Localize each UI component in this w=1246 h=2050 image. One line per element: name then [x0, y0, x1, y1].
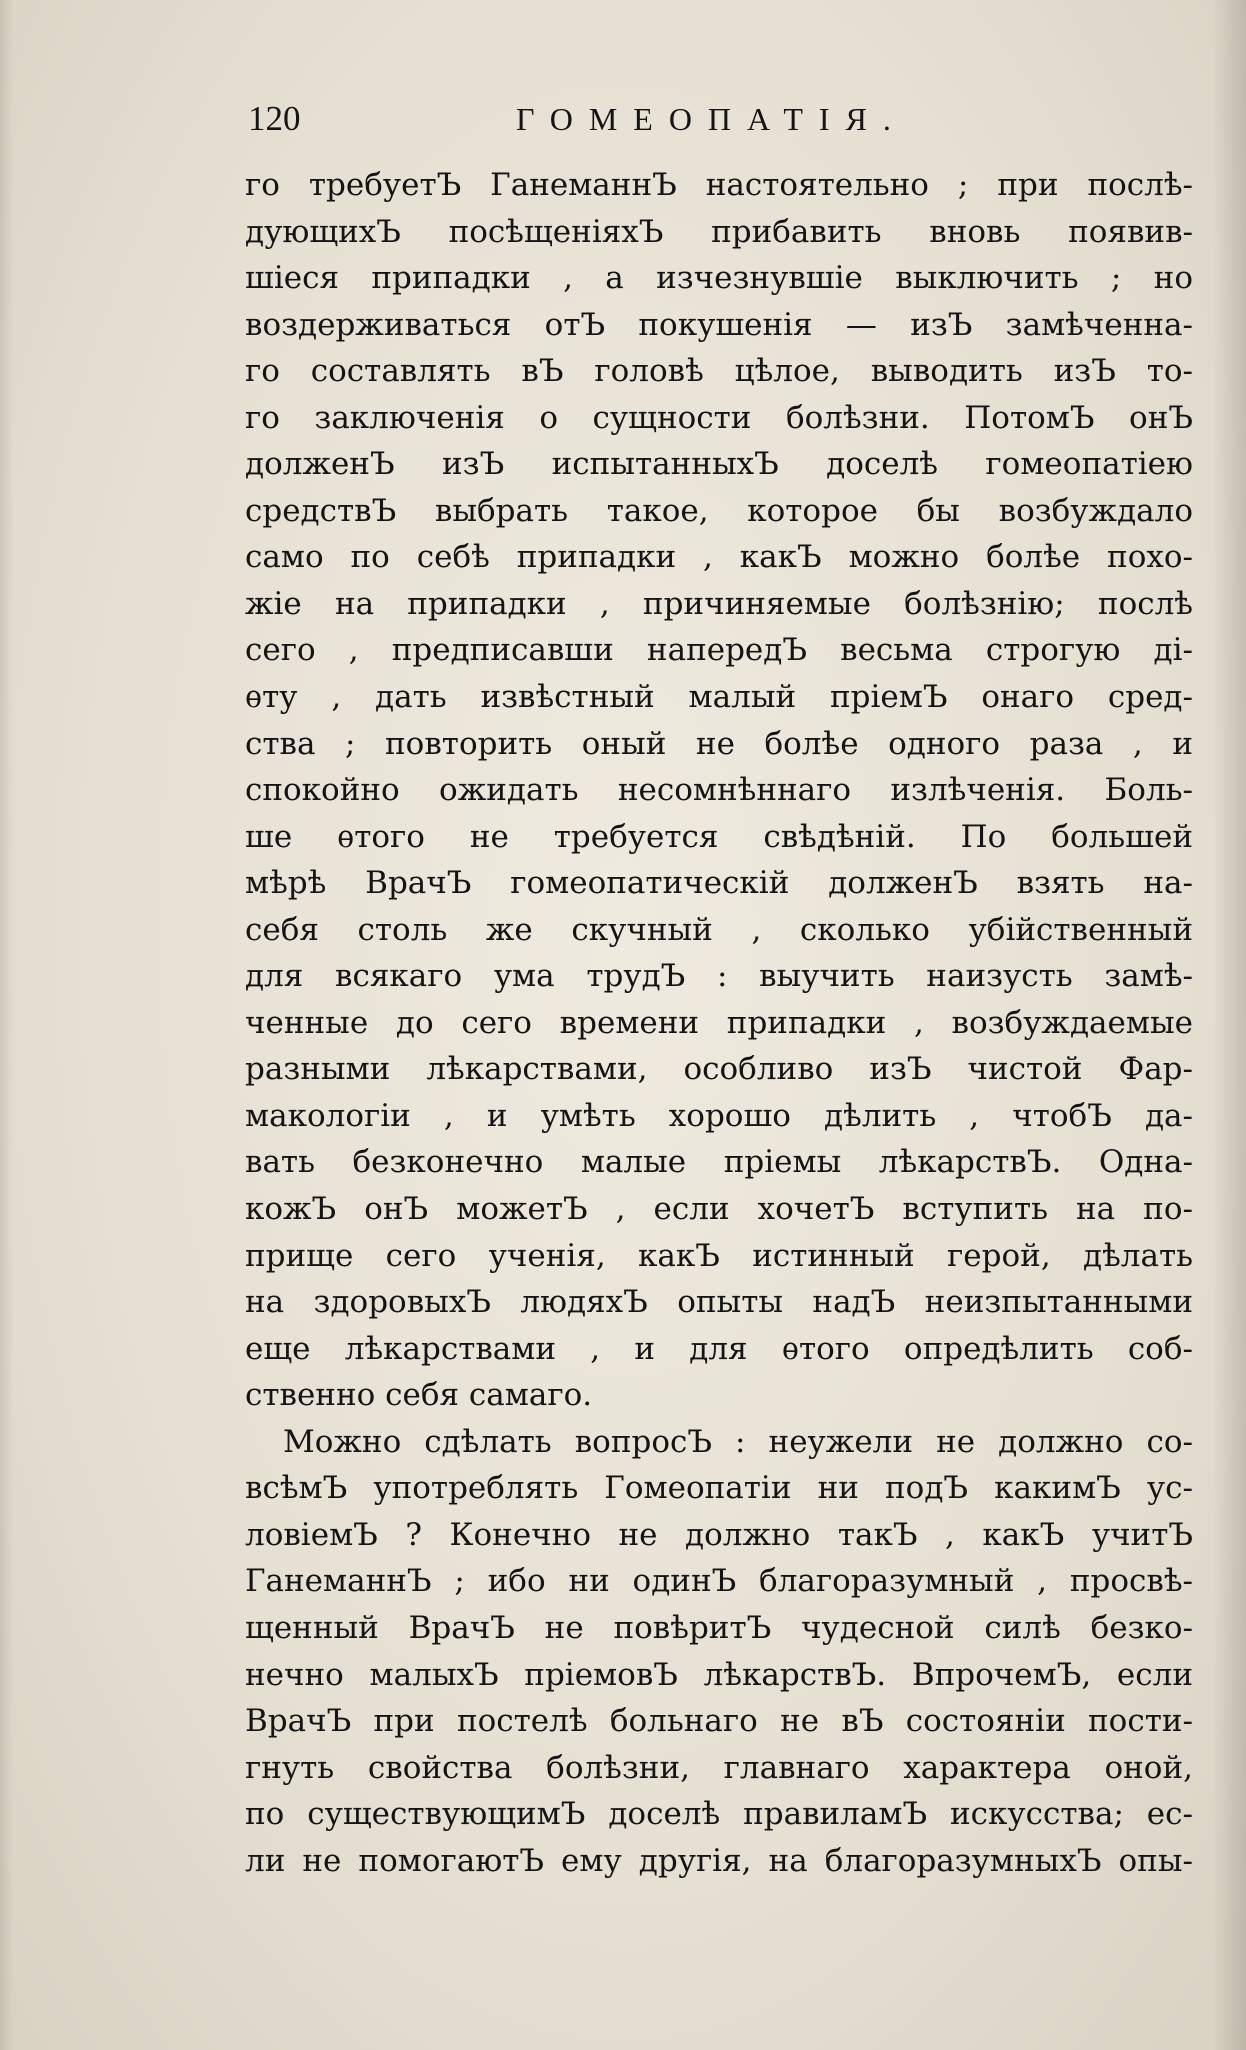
text-line: мѣрѣ ВрачЪ гомеопатическій долженЪ взять на-: [245, 865, 1193, 902]
text-line: ВрачЪ при постелѣ больнаго не вЪ состояніи пости-: [245, 1703, 1193, 1740]
page-right-shadow: [1212, 0, 1246, 2050]
text-line: себя столь же скучный , сколько убійственный: [245, 911, 1193, 948]
text-line: ѳту , дать извѣстный малый пріемЪ онаго сред-: [245, 679, 1193, 716]
text-line: го заключенія о сущности болѣзни. ПотомЪ онЪ: [245, 399, 1193, 436]
text-line: само по себѣ припадки , какЪ можно болѣе похо-: [245, 539, 1193, 576]
text-line-paragraph-start: Можно сдѣлать вопросЪ : неужели не должно со-: [283, 1423, 1193, 1460]
body-text: [245, 162, 1193, 1982]
page-left-shadow: [0, 0, 14, 2050]
running-title: ГОМЕОПАТІЯ.: [516, 101, 907, 137]
text-line: еще лѣкарствами , и для ѳтого опредѣлить соб-: [245, 1330, 1193, 1367]
text-line: жіе на припадки , причиняемые болѣзнію; послѣ: [245, 585, 1193, 622]
text-line: ства ; повторить оный не болѣе одного раза , и: [245, 725, 1193, 762]
text-line: долженЪ изЪ испытанныхЪ доселѣ гомеопатіею: [245, 446, 1193, 483]
text-line: средствЪ выбрать такое, которое бы возбуждало: [245, 492, 1193, 529]
text-line: нечно малыхЪ пріемовЪ лѣкарствЪ. ВпрочемЪ, если: [245, 1656, 1193, 1693]
text-line: разными лѣкарствами, особливо изЪ чистой Фар-: [245, 1051, 1193, 1088]
text-line: го составлять вЪ головѣ цѣлое, выводить изЪ то-: [245, 353, 1193, 390]
text-line-paragraph-end: ственно себя самаго.: [245, 1377, 593, 1414]
text-line: гнуть свойства болѣзни, главнаго характера оной,: [245, 1749, 1193, 1786]
text-line: макологіи , и умѣть хорошо дѣлить , чтобЪ да-: [245, 1097, 1193, 1134]
page-header: [248, 96, 1190, 146]
text-line: щенный ВрачЪ не повѣритЪ чудесной силѣ безко-: [245, 1609, 1193, 1646]
text-line: ГанеманнЪ ; ибо ни одинЪ благоразумный , просвѣ-: [245, 1563, 1193, 1600]
text-line: спокойно ожидать несомнѣннаго излѣченія. Боль-: [245, 772, 1193, 809]
text-line: для всякаго ума трудЪ : выучить наизусть замѣ-: [245, 958, 1193, 995]
text-line: ли не помогаютЪ ему другія, на благоразумныхЪ опы-: [245, 1842, 1193, 1879]
text-line: прище сего ученія, какЪ истинный герой, дѣлать: [245, 1237, 1193, 1274]
text-line: ше ѳтого не требуется свѣдѣній. По большей: [245, 818, 1193, 855]
text-line: всѣмЪ употреблять Гомеопатіи ни подЪ какимЪ ус-: [245, 1470, 1193, 1507]
text-line: ловіемЪ ? Конечно не должно такЪ , какЪ учитЪ: [245, 1516, 1193, 1553]
text-line: ченные до сего времени припадки , возбуждаемые: [245, 1004, 1193, 1041]
text-line: воздерживаться отЪ покушенія — изЪ замѣченна-: [245, 306, 1193, 343]
text-line: сего , предписавши напередЪ весьма строгую ді-: [245, 632, 1193, 669]
text-line: дующихЪ посѣщеніяхЪ прибавить вновь появив-: [245, 213, 1193, 250]
page-number: 120: [248, 99, 301, 138]
text-line: на здоровыхЪ людяхЪ опыты надЪ неизпытанными: [245, 1284, 1193, 1321]
text-line: вать безконечно малые пріемы лѣкарствЪ. Одна-: [245, 1144, 1193, 1181]
text-line: по существующимЪ доселѣ правиламЪ искусства; ес-: [245, 1796, 1193, 1833]
text-line: го требуетЪ ГанеманнЪ настоятельно ; при послѣ-: [245, 167, 1193, 203]
text-line: кожЪ онЪ можетЪ , если хочетЪ вступить на по-: [245, 1191, 1193, 1228]
text-line: шіеся припадки , а изчезнувшіе выключить ; но: [245, 260, 1193, 297]
